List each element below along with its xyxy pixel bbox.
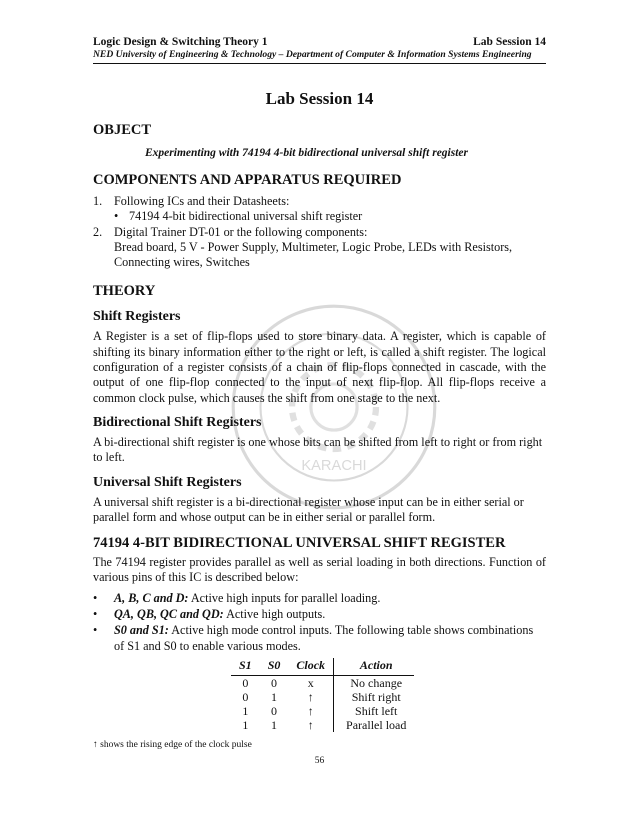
bidirectional-text: A bi-directional shift register is one whose bits can be shifted from left to right or from right to left. <box>93 434 543 465</box>
header-department: NED University of Engineering & Technology – Department of Computer & Information Systems Engineering <box>93 49 546 64</box>
header-session: Lab Session 14 <box>473 36 546 48</box>
ic-intro: The 74194 register provides parallel as well as serial loading in both directions. Function of various pins of this IC is described below: <box>93 555 546 585</box>
bullet-icon: • <box>114 209 119 224</box>
theory-heading: THEORY <box>93 283 156 300</box>
running-header <box>93 36 546 49</box>
universal-text: A universal shift register is a bi-directional register whose input can be in either serial or parallel form and whose output can be in either serial or parallel form. <box>93 494 524 524</box>
list-item: • QA, QB, QC and QD: Active high outputs. <box>93 606 326 621</box>
page <box>93 36 546 766</box>
object-heading: OBJECT <box>93 122 152 138</box>
components-list <box>93 194 546 270</box>
page-title: Lab Session 14 <box>265 89 374 108</box>
list-item-continuation: Bread board, 5 V - Power Supply, Multimeter, Logic Probe, LEDs with Resistors, <box>114 239 513 254</box>
list-item: • S0 and S1: Active high mode control inputs. The following table shows combinations of S1 and S0 to enable various modes. <box>93 622 534 653</box>
page-number: 56 <box>314 755 325 766</box>
list-item-continuation: Connecting wires, Switches <box>114 255 250 270</box>
components-heading: COMPONENTS AND APPARATUS REQUIRED <box>93 172 402 188</box>
list-item: 1. Following ICs and their Datasheets: <box>93 194 290 208</box>
bidirectional-heading: Bidirectional Shift Registers <box>93 414 262 430</box>
shift-registers-heading: Shift Registers <box>93 309 181 325</box>
bullet-icon: • <box>93 590 98 605</box>
list-item: 2. Digital Trainer DT-01 or the following components: <box>93 224 368 239</box>
list-item: • A, B, C and D: Active high inputs for parallel loading. <box>93 590 381 605</box>
universal-heading: Universal Shift Registers <box>93 474 242 490</box>
shift-registers-text: A Register is a set of flip-flops used to store binary data. A register, which is capable of shifting its binary information either to the right or left, is called a shift register. The logical configuration of a register consists of a chain of flip-flops connected in cascade, with the output of one flip-flop connected to the input of next flip-flop. All flip-flops receive a common clock pulse, which causes the shift from one stage to the next. <box>93 329 546 405</box>
svg-text:KARACHI: KARACHI <box>301 458 367 474</box>
header-course: Logic Design & Switching Theory 1 <box>93 36 268 48</box>
table-row: 0 0 x No change <box>231 675 414 690</box>
object-text: Experimenting with 74194 4-bit bidirectional universal shift register <box>145 147 468 159</box>
pin-list <box>93 590 546 654</box>
list-item: • 74194 4-bit bidirectional universal shift register <box>114 209 363 224</box>
bullet-icon: • <box>93 622 98 637</box>
ic-heading: 74194 4-BIT BIDIRECTIONAL UNIVERSAL SHIFT REGISTER <box>93 535 506 552</box>
bullet-icon: • <box>93 606 98 621</box>
mode-table <box>231 658 414 732</box>
table-header-row: S1 S0 Clock Action <box>231 658 414 676</box>
table-row: 1 1 ↑ Parallel load <box>231 718 414 732</box>
table-row: 1 0 ↑ Shift left <box>231 704 414 718</box>
table-footnote: ↑ shows the rising edge of the clock pulse <box>93 739 252 750</box>
table-row: 0 1 ↑ Shift right <box>231 690 414 704</box>
